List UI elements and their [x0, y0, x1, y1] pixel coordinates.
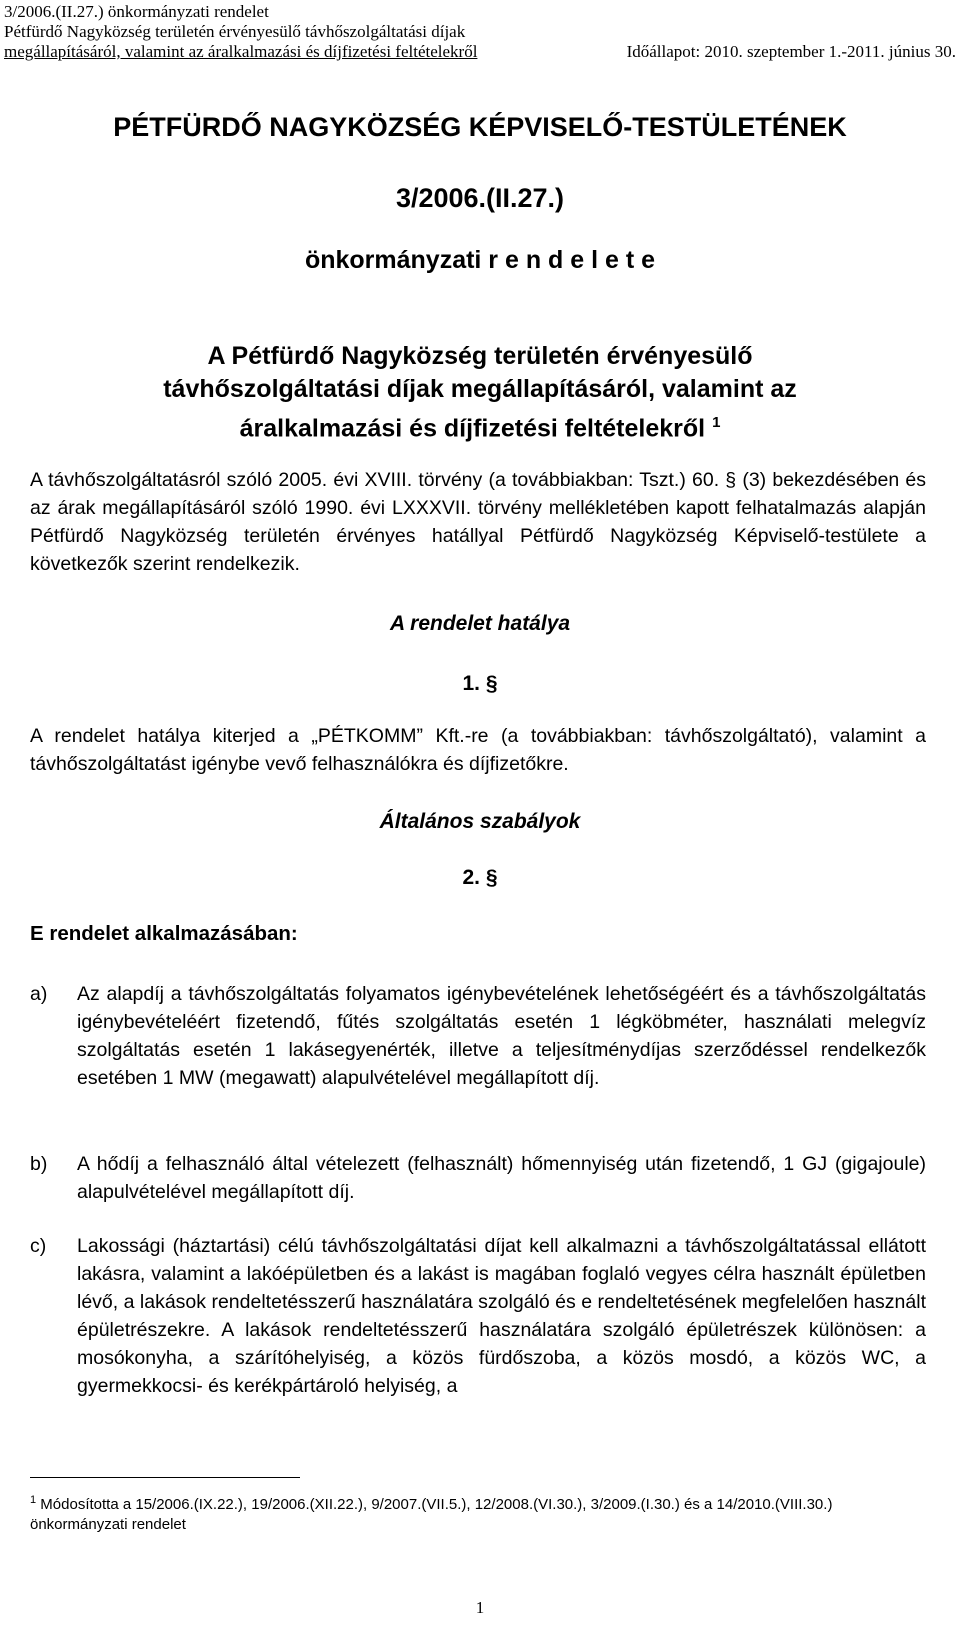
item-label: a) [30, 983, 48, 1005]
item-label: c) [30, 1235, 47, 1257]
council-title: PÉTFÜRDŐ NAGYKÖZSÉG KÉPVISELŐ-TESTÜLETÉNEK [113, 112, 847, 142]
footnote-number: 1 [30, 1494, 37, 1506]
running-header-subject: megállapításáról, valamint az áralkalmazási és díjfizetési feltételekről [4, 42, 478, 61]
page-number: 1 [475, 1598, 485, 1617]
footnote [30, 1490, 926, 1535]
running-header [4, 2, 956, 62]
running-header-time-state: Időállapot: 2010. szeptember 1.-2011. június 30. [626, 42, 956, 61]
footnote-separator [30, 1477, 300, 1478]
section2-intro: E rendelet alkalmazásában: [30, 922, 298, 945]
definition-item-a [30, 980, 926, 1092]
decree-subject [90, 340, 870, 445]
footnote-text: Módosította a 15/2006.(IX.22.), 19/2006.(XII.22.), 9/2007.(VII.5.), 12/2008.(VI.30.), 3/2009.(I.30.) és a 14/2010.(VIII.30.) önkormányzati rendelet [30, 1496, 833, 1533]
decree-number: 3/2006.(II.27.) [395, 183, 565, 213]
subject-line3-text: áralkalmazási és díjfizetési feltételekről [239, 414, 706, 443]
subject-line1: A Pétfürdő Nagyközség területén érvényesülő [207, 342, 753, 370]
item-label: b) [30, 1153, 48, 1175]
item-text: Lakossági (háztartási) célú távhőszolgáltatási díjat kell alkalmazni a távhőszolgáltatással ellátott lakásra, valamint a lakóépületben és a lakást is magában foglaló vegyes célra használt épületben lévő, a lakások rendeltetésszerű használatára szolgáló és e rendeltetésének megfelelően használt épületrészekre. A lakások rendeltetésszerű használatára szolgáló épületrészek különösen: a mosókonyha, a szárítóhelyiség, a közös fürdőszoba, a közös mosdó, a közös WC, a gyermekkocsi- és kerékpártároló helyiség, a [77, 1235, 926, 1397]
section1-number: 1. § [462, 672, 498, 695]
section2-number: 2. § [462, 866, 498, 889]
definition-item-c [30, 1232, 926, 1400]
section1-title: A rendelet hatálya [389, 612, 571, 635]
section2-title: Általános szabályok [379, 810, 581, 833]
footnote-reference[interactable]: 1 [712, 414, 721, 431]
subject-line2: távhőszolgáltatási díjak megállapításáról, valamint az [163, 375, 797, 403]
item-text: A hődíj a felhasználó által vételezett (felhasznált) hőmennyiség után fizetendő, 1 GJ (gigajoule) alapulvételével megállapított díj. [77, 1153, 926, 1203]
item-text: Az alapdíj a távhőszolgáltatás folyamatos igénybevételének lehetőségéért és a távhőszolgáltatás igénybevételéért fizetendő, fűtés szolgáltatás esetén 1 légköbméter, használati melegvíz szolgáltatás esetén 1 lakásegyenérték, illetve a teljesítménydíjas szerződéssel rendelkezők esetében 1 MW (megawatt) alapulvételével megállapított díj. [77, 983, 926, 1089]
decree-kind: önkormányzati r e n d e l e t e [304, 246, 656, 274]
running-header-line1: 3/2006.(II.27.) önkormányzati rendelet [4, 2, 269, 21]
preamble: A távhőszolgáltatásról szóló 2005. évi XVIII. törvény (a továbbiakban: Tszt.) 60. § (3) bekezdésében és az árak megállapításáról szóló 1990. évi LXXXVII. törvény mellékletében kapott felhatalmazás alapján Pétfürdő Nagyközség területén érvényes hatállyal Pétfürdő Nagyközség Képviselő-testülete a következők szerint rendelkezik. [30, 469, 926, 575]
subject-line3 [90, 406, 870, 445]
running-header-line3 [4, 42, 956, 62]
running-header-line2: Pétfürdő Nagyközség területén érvényesülő távhőszolgáltatási díjak [4, 22, 466, 41]
section1-text: A rendelet hatálya kiterjed a „PÉTKOMM” Kft.-re (a továbbiakban: távhőszolgáltató), valamint a távhőszolgáltatást igénybe vevő felhasználókra és díjfizetőkre. [30, 725, 926, 775]
definition-item-b [30, 1150, 926, 1206]
